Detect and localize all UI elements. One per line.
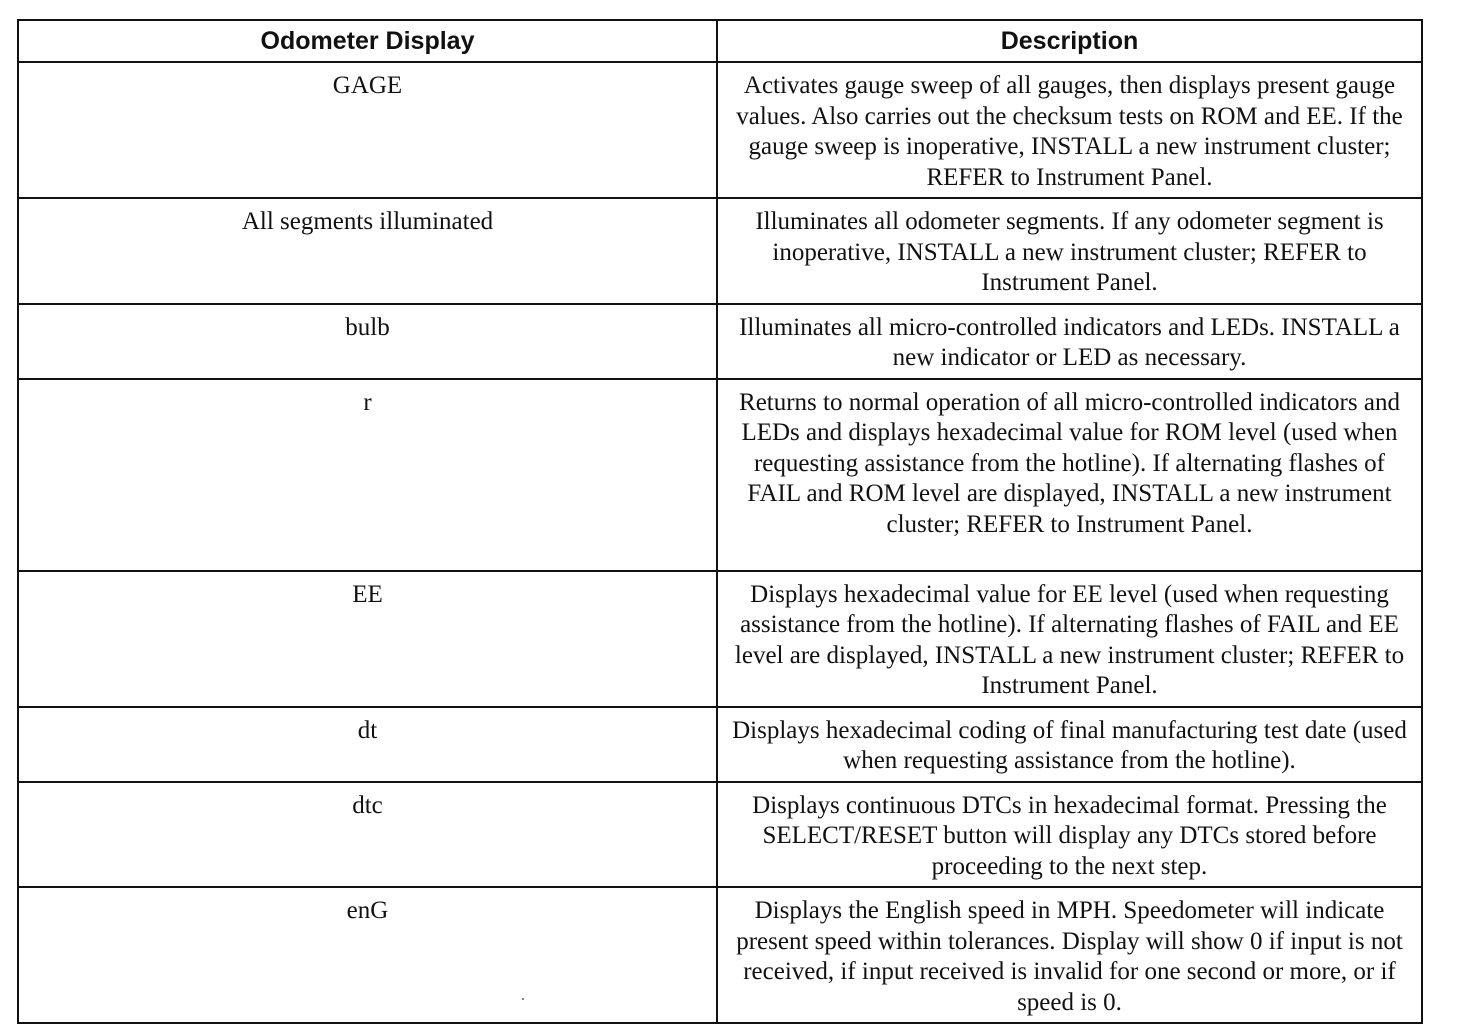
description-cell: Displays continuous DTCs in hexadecimal format. Pressing the SELECT/RESET button will display any DTCs stored before proceeding to the next step. bbox=[717, 782, 1422, 888]
table-header-row bbox=[18, 20, 1422, 62]
odometer-display-cell: dtc bbox=[18, 782, 717, 888]
description-cell: Illuminates all micro-controlled indicators and LEDs. INSTALL a new indicator or LED as necessary. bbox=[717, 304, 1422, 379]
column-header-odometer-display: Odometer Display bbox=[18, 20, 717, 62]
table-header bbox=[18, 20, 1422, 62]
table-row bbox=[18, 707, 1422, 782]
description-cell: Returns to normal operation of all micro-controlled indicators and LEDs and displays hexadecimal value for ROM level (used when requesting assistance from the hotline). If alternating flashes of FAIL and ROM level are displayed, INSTALL a new instrument cluster; REFER to Instrument Panel. bbox=[717, 379, 1422, 571]
table-row bbox=[18, 304, 1422, 379]
description-cell: Displays hexadecimal coding of final manufacturing test date (used when requesting assistance from the hotline). bbox=[717, 707, 1422, 782]
odometer-display-cell: EE bbox=[18, 571, 717, 707]
table-row bbox=[18, 379, 1422, 571]
scan-artifact-dot bbox=[522, 998, 524, 1000]
table-row bbox=[18, 571, 1422, 707]
odometer-display-cell: All segments illuminated bbox=[18, 198, 717, 304]
odometer-display-cell: r bbox=[18, 379, 717, 571]
odometer-display-table bbox=[17, 19, 1423, 1024]
odometer-display-cell: bulb bbox=[18, 304, 717, 379]
description-cell: Illuminates all odometer segments. If any odometer segment is inoperative, INSTALL a new instrument cluster; REFER to Instrument Panel. bbox=[717, 198, 1422, 304]
description-cell: Activates gauge sweep of all gauges, then displays present gauge values. Also carries out the checksum tests on ROM and EE. If the gauge sweep is inoperative, INSTALL a new instrument cluster; REFER to Instrument Panel. bbox=[717, 62, 1422, 198]
table-body bbox=[18, 62, 1422, 1023]
odometer-display-cell: GAGE bbox=[18, 62, 717, 198]
description-cell: Displays hexadecimal value for EE level (used when requesting assistance from the hotline). If alternating flashes of FAIL and EE level are displayed, INSTALL a new instrument cluster; REFER to Instrument Panel. bbox=[717, 571, 1422, 707]
description-cell: Displays the English speed in MPH. Speedometer will indicate present speed within tolerances. Display will show 0 if input is not received, if input received is invalid for one second or more, or if speed is 0. bbox=[717, 887, 1422, 1023]
table-row bbox=[18, 887, 1422, 1023]
odometer-display-cell: dt bbox=[18, 707, 717, 782]
table-row bbox=[18, 62, 1422, 198]
table-row bbox=[18, 198, 1422, 304]
column-header-description: Description bbox=[717, 20, 1422, 62]
odometer-display-cell: enG bbox=[18, 887, 717, 1023]
table-row bbox=[18, 782, 1422, 888]
